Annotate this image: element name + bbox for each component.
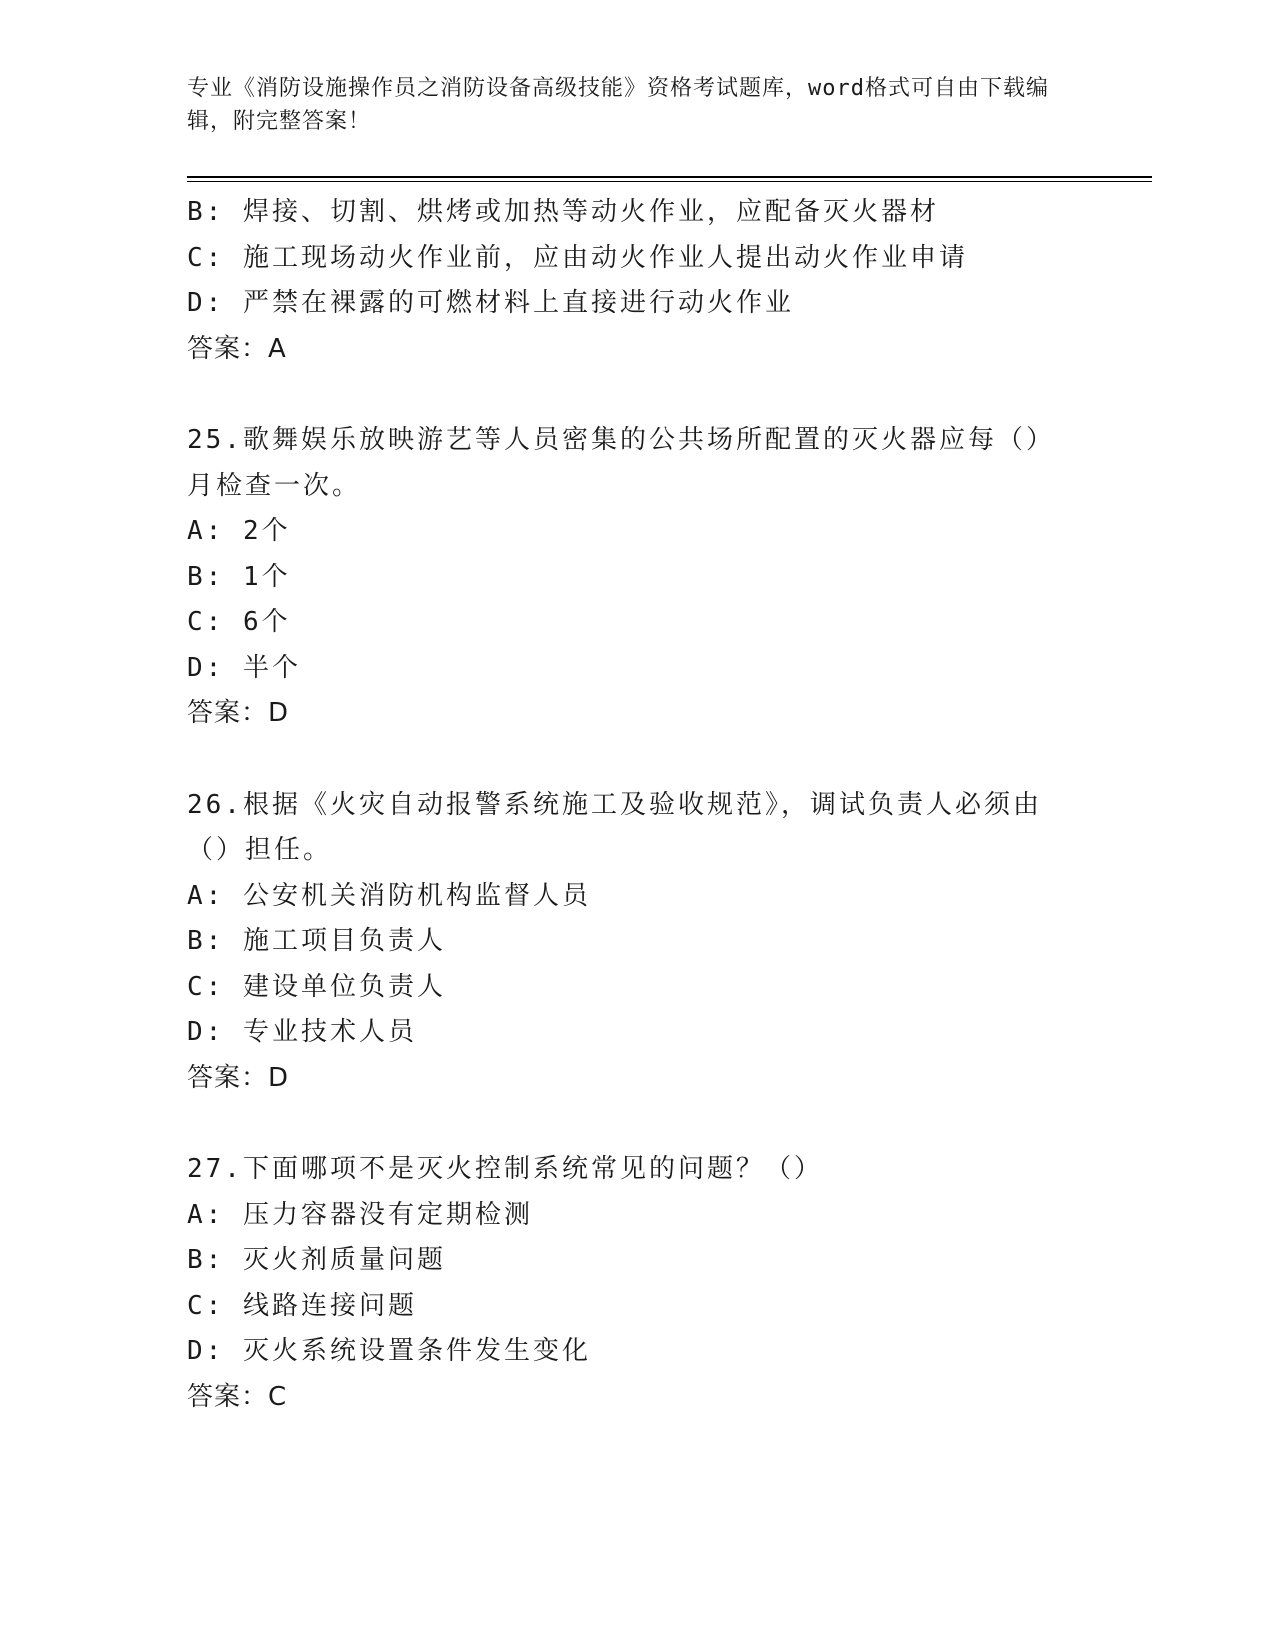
spacer xyxy=(187,737,1087,783)
option-d: D: 专业技术人员 xyxy=(187,1017,417,1047)
question-stem: 25.歌舞娱乐放映游艺等人员密集的公共场所配置的灭火器应每（）月检查一次。 xyxy=(187,425,1055,501)
header-divider-thick xyxy=(187,176,1152,178)
option-b: B: 施工项目负责人 xyxy=(187,926,446,956)
option-b: B: 1个 xyxy=(187,561,291,592)
option-b: B: 灭火剂质量问题 xyxy=(187,1245,446,1275)
question-26 xyxy=(187,783,1087,1102)
option-c: C: 施工现场动火作业前，应由动火作业人提出动火作业申请 xyxy=(187,242,968,273)
option-c: C: 线路连接问题 xyxy=(187,1290,417,1321)
question-list xyxy=(187,190,1087,1420)
header-title: 专业《消防设施操作员之消防设备高级技能》资格考试题库，word格式可自由下载编辑，附完整答案！ xyxy=(187,76,1049,134)
option-a: A: 2个 xyxy=(187,516,291,546)
answer-label: 答案：A xyxy=(187,333,287,364)
answer-label: 答案：D xyxy=(187,1062,290,1093)
question-27 xyxy=(187,1147,1087,1420)
answer-label: 答案：C xyxy=(187,1381,288,1412)
document-header xyxy=(187,72,1087,138)
option-d: D: 灭火系统设置条件发生变化 xyxy=(187,1336,591,1366)
option-c: C: 建设单位负责人 xyxy=(187,971,446,1002)
option-d: D: 半个 xyxy=(187,652,301,683)
option-b: B: 焊接、切割、烘烤或加热等动火作业，应配备灭火器材 xyxy=(187,197,939,227)
question-stem: 27.下面哪项不是灭火控制系统常见的问题？（） xyxy=(187,1154,823,1184)
header-divider-thin xyxy=(187,181,1152,182)
option-d: D: 严禁在裸露的可燃材料上直接进行动火作业 xyxy=(187,288,794,318)
question-stem: 26.根据《火灾自动报警系统施工及验收规范》，调试负责人必须由（）担任。 xyxy=(187,789,1042,865)
question-25 xyxy=(187,418,1087,737)
option-c: C: 6个 xyxy=(187,607,291,637)
spacer xyxy=(187,1101,1087,1147)
option-a: A: 公安机关消防机构监督人员 xyxy=(187,880,591,911)
answer-label: 答案：D xyxy=(187,698,290,728)
spacer xyxy=(187,372,1087,418)
question-24-continued xyxy=(187,190,1087,372)
option-a: A: 压力容器没有定期检测 xyxy=(187,1199,533,1230)
